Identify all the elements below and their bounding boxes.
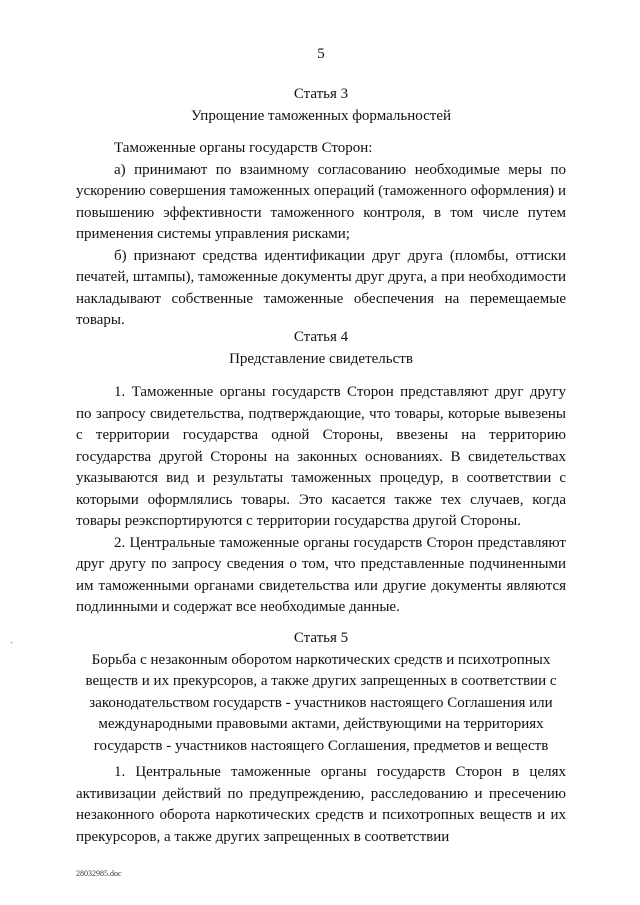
- article-3-intro: Таможенные органы государств Сторон:: [114, 140, 373, 156]
- article-5-title-line-3: законодательством государств - участников настоящего Соглашения или: [89, 694, 553, 711]
- article-3-item-a: а) принимают по взаимному согласованию необходимые меры по ускорению совершения таможенных операций (таможенного оформления) и повышению эффективности таможенного контроля, в том числе путем применения системы управления рисками;: [76, 161, 566, 242]
- article-4-para-1: 1. Таможенные органы государств Сторон представляют друг другу по запросу свидетельства, подтверждающие, что товары, которые вывезены с территории государства одной Стороны, ввезены на территорию государства другой Стороны на законных основаниях. В свидетельствах указываются вид и результаты таможенных процедур, в соответствии с которыми оформлялись товары. Это касается также тех случаев, когда товары реэкспортируются с территории государства другой Стороны.: [76, 384, 566, 529]
- article-3-item-b: б) признают средства идентификации друг друга (пломбы, оттиски печатей, штампы), таможенные документы друг друга, а при необходимости накладывают собственные таможенные обеспечения на перемещаемые товары.: [76, 247, 566, 328]
- article-3-number: Статья 3: [293, 86, 349, 102]
- article-5-title-line-1: Борьба с незаконным оборотом наркотических средств и психотропных: [91, 651, 551, 668]
- article-5-title-line-4: международными правовыми актами, действующими на территориях: [98, 716, 544, 732]
- article-5-title-line-5: государств - участников настоящего Соглашения, предметов и веществ: [93, 737, 549, 754]
- article-4: [76, 327, 566, 370]
- article-5-para-1: 1. Центральные таможенные органы государств Сторон в целях активизации действий по предупреждению, расследованию и пресечению незаконного оборота наркотических средств и психотропных веществ и их прекурсоров, а также других запрещенных в соответствии: [76, 764, 566, 845]
- margin-mark: ˏ: [10, 633, 14, 644]
- article-3-title: Упрощение таможенных формальностей: [190, 107, 452, 124]
- article-4-number: Статья 4: [293, 329, 349, 345]
- article-3-body: [76, 138, 566, 332]
- article-5-title-line-2: веществ и их прекурсоров, а также других запрещенных в соответствии с: [85, 673, 557, 689]
- article-5-body: [76, 762, 566, 848]
- article-5-number: Статья 5: [293, 630, 349, 646]
- article-4-body: [76, 382, 566, 619]
- article-5: [76, 628, 566, 757]
- footer-filename: 28032985.doc: [76, 869, 122, 878]
- article-3: [76, 84, 566, 127]
- article-4-para-2: 2. Центральные таможенные органы государств Сторон представляют друг другу по запросу сведения о том, что представленные подчиненными им таможенными органами свидетельства или другие документы являются подлинными и содержат все необходимые данные.: [76, 534, 566, 615]
- page-number: 5: [317, 46, 325, 62]
- article-4-title: Представление свидетельств: [229, 350, 413, 367]
